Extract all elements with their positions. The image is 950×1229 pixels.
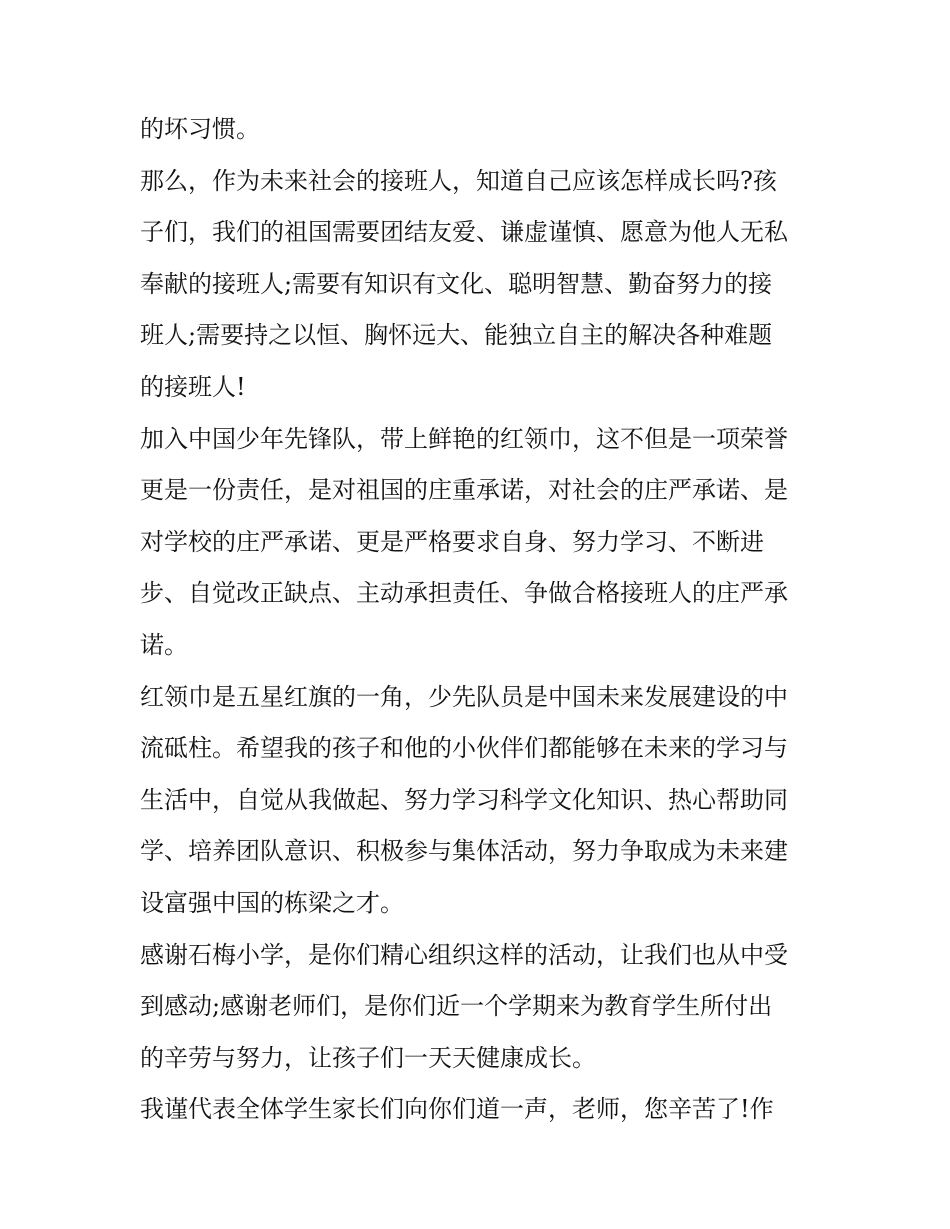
- text-line-15: 学、培养团队意识、积极参与集体活动，努力争取成为未来建: [140, 837, 788, 866]
- text-line-16: 设富强中国的栋梁之才。: [140, 888, 404, 917]
- text-line-7: 加入中国少年先锋队，带上鲜艳的红领巾，这不但是一项荣誉: [140, 424, 788, 453]
- text-line-18: 到感动;感谢老师们，是你们近一个学期来为教育学生所付出: [140, 992, 773, 1021]
- body-text: [140, 104, 820, 1136]
- text-line-1: 的坏习惯。: [140, 115, 260, 143]
- text-line-5: 班人;需要持之以恒、胸怀远大、能独立自主的解决各种难题: [140, 321, 773, 350]
- text-line-13: 流砥柱。希望我的孩子和他的小伙伴们都能够在未来的学习与: [140, 734, 788, 763]
- text-line-9: 对学校的庄严承诺、更是严格要求自身、努力学习、不断进: [140, 527, 764, 556]
- text-line-14: 生活中，自觉从我做起、努力学习科学文化知识、热心帮助同: [140, 785, 788, 814]
- text-line-20: 我谨代表全体学生家长们向你们道一声，老师，您辛苦了!作: [140, 1095, 774, 1124]
- text-line-6: 的接班人!: [140, 372, 246, 401]
- text-line-19: 的辛劳与努力，让孩子们一天天健康成长。: [140, 1043, 596, 1072]
- text-line-10: 步、自觉改正缺点、主动承担责任、争做合格接班人的庄严承: [140, 579, 788, 608]
- text-line-8: 更是一份责任，是对祖国的庄重承诺，对社会的庄严承诺、是: [140, 476, 788, 505]
- text-line-4: 奉献的接班人;需要有知识有文化、聪明智慧、勤奋努力的接: [140, 269, 773, 298]
- text-line-2: 那么，作为未来社会的接班人，知道自己应该怎样成长吗?孩: [140, 166, 777, 195]
- text-line-12: 红领巾是五星红旗的一角，少先队员是中国未来发展建设的中: [140, 682, 788, 711]
- text-line-17: 感谢石梅小学，是你们精心组织这样的活动，让我们也从中受: [140, 940, 788, 969]
- text-line-3: 子们，我们的祖国需要团结友爱、谦虚谨慎、愿意为他人无私: [140, 218, 788, 247]
- text-line-11: 诺。: [140, 630, 188, 659]
